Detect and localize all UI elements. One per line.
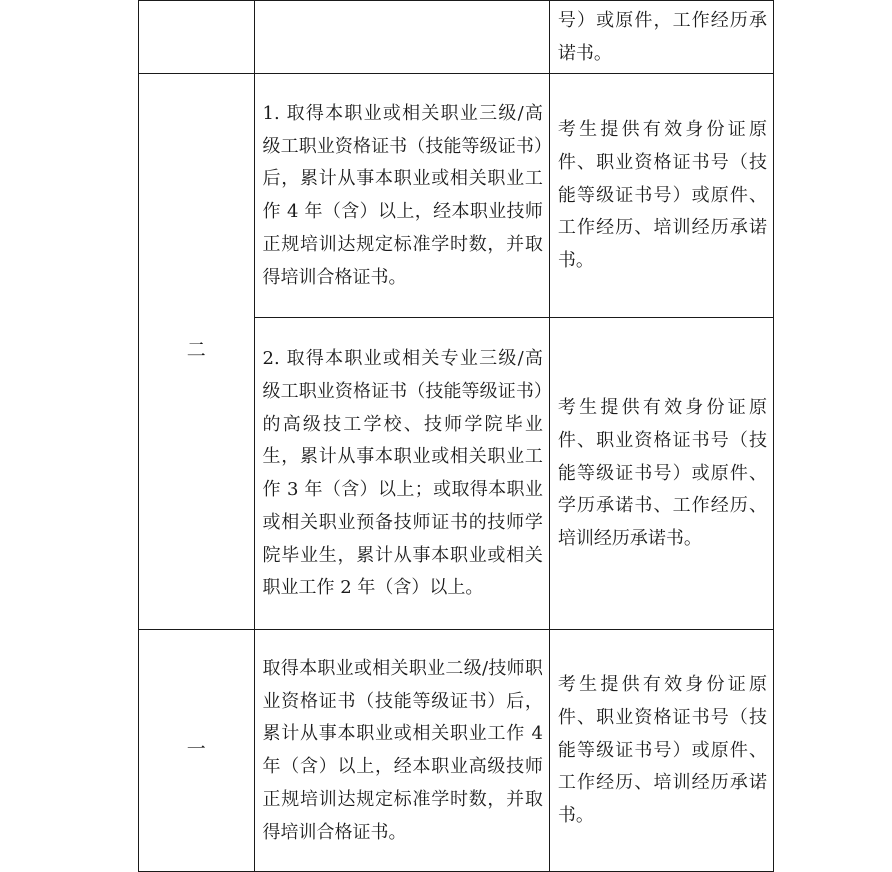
table-row [139, 629, 774, 871]
materials-cell [549, 73, 773, 317]
materials-cell [549, 317, 773, 629]
materials-text: 考生提供有效身份证原件、职业资格证书号（技能等级证书号）或原件、学历承诺书、工作经历、培训经历承诺书。 [557, 397, 767, 550]
level-cell [139, 73, 255, 629]
requirements-table [138, 0, 774, 872]
condition-cell [254, 1, 549, 74]
level-cell [139, 1, 255, 74]
condition-text: 取得本职业或相关职业二级/技师职业资格证书（技能等级证书）后，累计从事本职业或相关职业工作 4 年（含）以上，经本职业高级技师正规培训达规定标准学时数，并取得培训合格证书。 [262, 657, 543, 843]
level-label: 二 [186, 339, 206, 362]
materials-text: 考生提供有效身份证原件、职业资格证书号（技能等级证书号）或原件、工作经历、培训经历承诺书。 [557, 119, 767, 272]
condition-cell [254, 629, 549, 871]
table-row [139, 1, 774, 74]
level-label: 一 [186, 738, 206, 761]
materials-text: 号）或原件，工作经历承诺书。 [557, 10, 767, 64]
table-row [139, 73, 774, 317]
condition-text: 2. 取得本职业或相关专业三级/高级工职业资格证书（技能等级证书）的高级技工学校、技师学院毕业生，累计从事本职业或相关职业工作 3 年（含）以上；或取得本职业或相关职业预备技师证书的技师学院毕业生，累计从事本职业或相关职业工作 2 年（含）以上。 [262, 347, 543, 599]
materials-text: 考生提供有效身份证原件、职业资格证书号（技能等级证书号）或原件、工作经历、培训经历承诺书。 [557, 674, 767, 827]
level-cell [139, 629, 255, 871]
condition-cell [254, 73, 549, 317]
materials-cell [549, 629, 773, 871]
condition-text: 1. 取得本职业或相关职业三级/高级工职业资格证书（技能等级证书）后，累计从事本职业或相关职业工作 4 年（含）以上，经本职业技师正规培训达规定标准学时数，并取得培训合格证书。 [262, 102, 543, 288]
materials-cell [549, 1, 773, 74]
condition-cell [254, 317, 549, 629]
